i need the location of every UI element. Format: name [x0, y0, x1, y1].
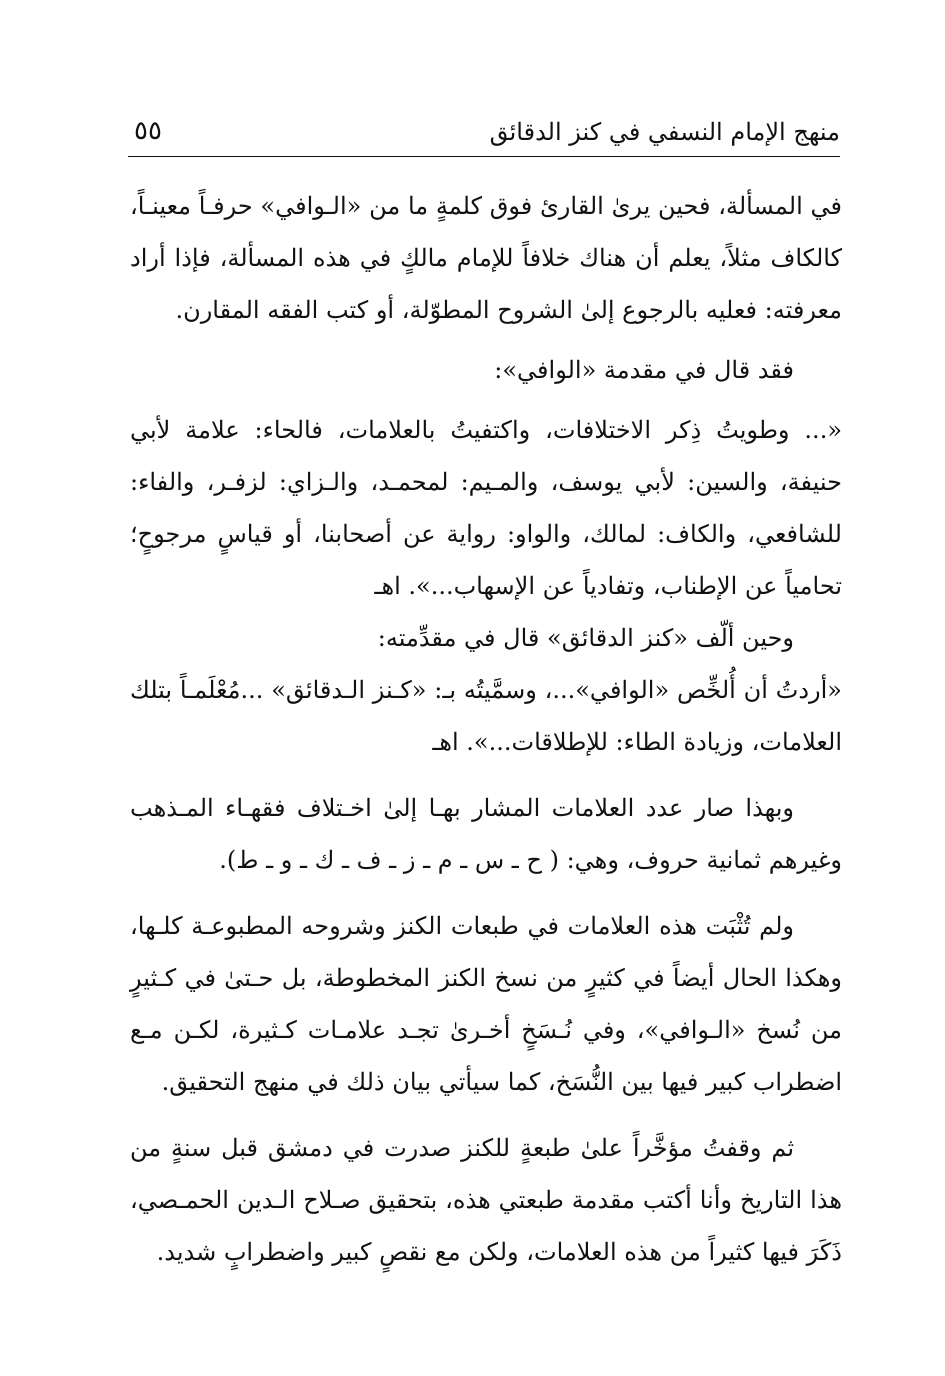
paragraph-signs-editions: ولم تُثْبَت هذه العلامات في طبعات الكنز وشروحه المطبوعـة كلـها، وهكذا الحال أيضاً في كثيرٍ من نسخ الكنز المخطوطة، بل حـتىٰ في كـثيرٍ من نُسخ «الـوافي»، وفي نُـسَخٍ أخـرىٰ تجـد علامـات كـثيرة، لكـن مـع اضطراب كبير فيها بين النُّسَخ، كما سيأتي بيان ذلك في منهج التحقيق.	[130, 912, 842, 1096]
running-title: منهج الإمام النسفي في كنز الدقائق	[489, 118, 840, 146]
paragraph-signs-count: وبهذا صار عدد العلامات المشار بهـا إلىٰ اخـتلاف فقهـاء المـذهب وغيرهم ثمانية حروف، وهي: ( ح ـ س ـ م ـ ز ـ ف ـ ك ـ و ـ ط).	[130, 794, 842, 874]
paragraph-kanz-intro: وحين ألّف «كنز الدقائق» قال في مقدِّمته:	[377, 624, 794, 652]
paragraph-quote-intro: فقد قال في مقدمة «الوافي»:	[494, 356, 794, 384]
block-quote-kanz: «أردتُ أن أُلخِّص «الوافي»...، وسمَّيتُه بـ: «كـنز الـدقائق» ...مُعْلَمـاً بتلك العلامات، وزيادة الطاء: للإطلاقات...». اهـ	[130, 676, 842, 756]
paragraph-continuation: في المسألة، فحين يرىٰ القارئ فوق كلمةٍ ما من «الـوافي» حرفـاً معينـاً، كالكاف مثلاً، يعلم أن هناك خلافاً للإمام مالكٍ في هذه المسألة، فإذا أراد معرفته: فعليه بالرجوع إلىٰ الشروح المطوّلة، أو كتب الفقه المقارن.	[130, 192, 842, 324]
block-quote-wafi: «... وطويتُ ذِكر الاختلافات، واكتفيتُ بالعلامات، فالحاء: علامة لأبي حنيفة، والسين: لأبي يوسف، والمـيم: لمحمـد، والـزاي: لزفـر، والفاء: للشافعي، والكاف: لمالك، والواو: رواية عن أصحابنا، أو قياسٍ مرجوحٍ؛ تحامياً عن الإطناب، وتفادياً عن الإسهاب...». اهـ	[130, 416, 842, 600]
page-number: ٥٥	[134, 116, 162, 146]
paragraph-damascus-edition: ثم وقفتُ مؤخَّراً علىٰ طبعةٍ للكنز صدرت في دمشق قبل سنةٍ من هذا التاريخ وأنا أكتب مقدمة طبعتي هذه، بتحقيق صـلاح الـدين الحمـصي، ذَكَرَ فيها كثيراً من هذه العلامات، ولكن مع نقصٍ كبير واضطرابٍ شديد.	[130, 1134, 842, 1266]
running-header	[128, 112, 840, 157]
body-text	[130, 180, 842, 1278]
